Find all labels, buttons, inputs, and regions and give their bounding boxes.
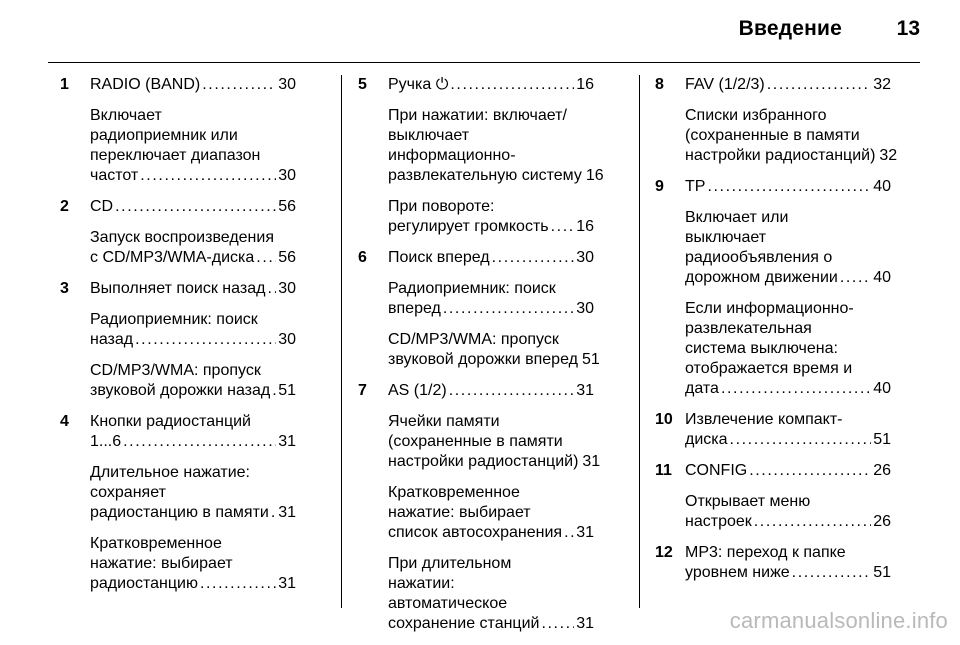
dot-leader xyxy=(123,432,276,452)
index-entry xyxy=(655,461,891,532)
entry-line xyxy=(685,410,891,430)
item-number: 6 xyxy=(358,249,367,266)
entry-line xyxy=(90,483,296,503)
entry-line xyxy=(685,319,891,339)
dot-leader xyxy=(551,217,575,237)
dot-leader xyxy=(707,177,871,197)
entry-line xyxy=(388,106,594,126)
entry-text: CD/MP3/WMA: пропуск xyxy=(388,331,559,348)
entry-line-with-page xyxy=(388,166,604,186)
page-reference: 51 xyxy=(581,351,600,368)
page-reference: 31 xyxy=(576,382,594,399)
entry-text: радиостанцию xyxy=(90,575,198,592)
entry-line-with-page xyxy=(388,75,594,95)
entry-line xyxy=(388,483,594,503)
entry-paragraph xyxy=(90,310,296,350)
entry-line-with-page xyxy=(388,299,594,319)
entry-line xyxy=(90,146,296,166)
entry-text: Кратковременное xyxy=(388,484,520,501)
page-title: Введение xyxy=(738,17,842,40)
entry-text: TP xyxy=(685,178,706,195)
page-reference: 51 xyxy=(873,431,891,448)
entry-line xyxy=(90,412,296,432)
entry-paragraph xyxy=(90,361,296,401)
entry-line xyxy=(388,554,594,574)
index-entry xyxy=(358,381,601,634)
entry-line xyxy=(685,339,891,359)
entry-text: (сохраненные в памяти xyxy=(685,127,860,144)
entry-line-with-page xyxy=(90,381,296,401)
index-entry xyxy=(358,248,600,370)
entry-line-with-page xyxy=(685,268,891,288)
page-reference: 32 xyxy=(873,76,891,93)
entry-line xyxy=(685,126,891,146)
entry-text: с CD/MP3/WMA-диска xyxy=(90,249,255,266)
entry-text: Если информационно- xyxy=(685,300,854,317)
entry-text: нажатии: xyxy=(388,575,455,592)
dot-leader xyxy=(840,268,871,288)
page-reference: 30 xyxy=(576,249,594,266)
dot-leader xyxy=(267,279,276,299)
page-reference: 51 xyxy=(873,564,891,581)
entry-line-with-page xyxy=(90,75,296,95)
entry-text: Извлечение компакт- xyxy=(685,411,843,428)
page-header xyxy=(48,0,920,63)
entry-paragraph xyxy=(388,412,601,472)
entry-text: AS (1/2) xyxy=(388,382,447,399)
entry-text: звуковой дорожки вперед xyxy=(388,351,578,368)
page-reference: 31 xyxy=(278,575,296,592)
index-column-2 xyxy=(358,75,604,645)
item-number: 2 xyxy=(60,198,69,215)
entry-paragraph xyxy=(90,75,296,95)
entry-line-with-page xyxy=(90,197,296,217)
entry-text: дата xyxy=(685,380,719,397)
entry-text: CD/MP3/WMA: пропуск xyxy=(90,362,261,379)
index-entry xyxy=(655,177,891,399)
entry-line xyxy=(388,330,594,350)
entry-text: При длительном xyxy=(388,555,512,572)
entry-line xyxy=(685,208,891,228)
item-number: 4 xyxy=(60,413,69,430)
entry-text: отображается время и xyxy=(685,360,853,377)
entry-paragraph xyxy=(685,75,891,95)
entry-text: CD xyxy=(90,198,114,215)
dot-leader xyxy=(767,75,871,95)
index-column-1 xyxy=(60,75,296,605)
entry-text: Запуск воспроизведения xyxy=(90,229,274,246)
page-reference: 31 xyxy=(582,453,601,470)
page-number: 13 xyxy=(896,17,920,40)
dot-leader xyxy=(140,166,276,186)
entry-text: радиостанцию в памяти xyxy=(90,504,269,521)
entry-paragraph xyxy=(388,279,594,319)
dot-leader xyxy=(792,563,872,583)
entry-text: выключает xyxy=(685,229,767,246)
entry-paragraph xyxy=(685,492,891,532)
entry-line xyxy=(388,279,594,299)
index-entry xyxy=(655,75,898,166)
dot-leader xyxy=(730,430,872,450)
entry-line xyxy=(685,299,891,319)
entry-line-with-page xyxy=(388,523,594,543)
item-number: 7 xyxy=(358,382,367,399)
entry-line-with-page xyxy=(685,146,898,166)
entry-line xyxy=(90,554,296,574)
entry-line-with-page xyxy=(388,452,601,472)
entry-line xyxy=(388,574,594,594)
entry-text: Кнопки радиостанций xyxy=(90,413,251,430)
entry-text: 1...6 xyxy=(90,433,122,450)
dot-leader xyxy=(256,248,276,268)
entry-paragraph xyxy=(90,228,296,268)
entry-paragraph xyxy=(388,483,594,543)
dot-leader xyxy=(200,574,276,594)
item-number: 1 xyxy=(60,76,69,93)
entry-line-with-page xyxy=(685,430,891,450)
entry-paragraph xyxy=(388,75,594,95)
dot-leader xyxy=(202,75,276,95)
page-reference: 40 xyxy=(873,269,891,286)
entry-paragraph xyxy=(90,412,296,452)
page-reference: 31 xyxy=(576,615,594,632)
entry-line-with-page xyxy=(388,248,594,268)
entry-line-with-page xyxy=(685,461,891,481)
entry-text: При повороте: xyxy=(388,198,495,215)
entry-text: сохранение станций xyxy=(388,615,540,632)
entry-text: развлекательная xyxy=(685,320,812,337)
entry-text: Включает или xyxy=(685,209,789,226)
entry-text: развлекательную систему xyxy=(388,167,582,184)
index-entry xyxy=(655,543,891,583)
page-reference: 51 xyxy=(278,382,296,399)
page-reference: 31 xyxy=(278,433,296,450)
page-reference: 30 xyxy=(278,280,296,297)
entry-paragraph xyxy=(685,106,898,166)
entry-line xyxy=(90,106,296,126)
entry-line-with-page xyxy=(685,563,891,583)
item-number: 8 xyxy=(655,76,664,93)
page-reference: 30 xyxy=(576,300,594,317)
dot-leader xyxy=(449,381,575,401)
dot-leader xyxy=(564,523,574,543)
page-reference: 30 xyxy=(278,331,296,348)
entry-line xyxy=(90,361,296,381)
dot-leader xyxy=(721,379,871,399)
item-number: 3 xyxy=(60,280,69,297)
entry-line-with-page xyxy=(90,432,296,452)
page-reference: 30 xyxy=(278,76,296,93)
entry-line xyxy=(90,310,296,330)
page-reference: 56 xyxy=(278,198,296,215)
item-number: 9 xyxy=(655,178,664,195)
entry-text: список автосохранения xyxy=(388,524,563,541)
entry-paragraph xyxy=(90,106,296,186)
item-number: 10 xyxy=(655,411,673,428)
item-number: 12 xyxy=(655,544,673,561)
index-entry xyxy=(60,197,296,268)
entry-line xyxy=(685,359,891,379)
entry-paragraph xyxy=(685,208,891,288)
entry-text: Радиоприемник: поиск xyxy=(388,280,556,297)
entry-paragraph xyxy=(90,463,296,523)
entry-text: радиообъявления о xyxy=(685,249,833,266)
entry-text: настройки радиостанций) xyxy=(388,453,579,470)
page-reference: 26 xyxy=(873,462,891,479)
entry-paragraph xyxy=(685,299,891,399)
entry-text: настройки радиостанций) xyxy=(685,147,876,164)
index-column-3 xyxy=(655,75,898,594)
entry-line xyxy=(685,492,891,512)
entry-paragraph xyxy=(685,177,891,197)
entry-line-with-page xyxy=(90,279,296,299)
entry-text: Ручка ⏻ xyxy=(388,76,449,93)
entry-text: Списки избранного xyxy=(685,107,827,124)
entry-text: назад xyxy=(90,331,134,348)
entry-line-with-page xyxy=(90,248,296,268)
entry-text: диска xyxy=(685,431,728,448)
entry-line-with-page xyxy=(388,614,594,634)
entry-text: RADIO (BAND) xyxy=(90,76,201,93)
page-reference: 31 xyxy=(576,524,594,541)
page-reference: 26 xyxy=(873,513,891,530)
dot-leader xyxy=(749,461,871,481)
entry-text: переключает диапазон xyxy=(90,147,261,164)
entry-text: вперед xyxy=(388,300,441,317)
entry-paragraph xyxy=(388,330,600,370)
entry-line xyxy=(388,594,594,614)
entry-paragraph xyxy=(388,554,594,634)
entry-text: выключает xyxy=(388,127,470,144)
item-number: 11 xyxy=(655,462,672,479)
entry-line xyxy=(388,432,594,452)
entry-line-with-page xyxy=(90,330,296,350)
entry-line xyxy=(90,228,296,248)
dot-leader xyxy=(135,330,276,350)
entry-line xyxy=(388,126,594,146)
entry-paragraph xyxy=(388,381,594,401)
dot-leader xyxy=(272,381,276,401)
page-reference: 56 xyxy=(278,249,296,266)
item-number: 5 xyxy=(358,76,367,93)
entry-line xyxy=(388,412,594,432)
entry-line-with-page xyxy=(685,512,891,532)
entry-line xyxy=(685,543,891,563)
entry-text: радиоприемник или xyxy=(90,127,238,144)
entry-line xyxy=(388,197,594,217)
page-reference: 31 xyxy=(278,504,296,521)
index-entry xyxy=(60,412,296,594)
entry-text: При нажатии: включает/ xyxy=(388,107,567,124)
dot-leader xyxy=(271,503,276,523)
dot-leader xyxy=(115,197,276,217)
page-reference: 30 xyxy=(278,167,296,184)
entry-text: Радиоприемник: поиск xyxy=(90,311,258,328)
entry-text: Поиск вперед xyxy=(388,249,490,266)
entry-text: Ячейки памяти xyxy=(388,413,500,430)
entry-line-with-page xyxy=(90,503,296,523)
page-reference: 16 xyxy=(585,167,604,184)
entry-paragraph xyxy=(388,248,594,268)
page-reference: 16 xyxy=(576,76,594,93)
dot-leader xyxy=(450,75,574,95)
entry-paragraph xyxy=(685,410,891,450)
entry-paragraph xyxy=(90,197,296,217)
entry-text: система выключена: xyxy=(685,340,838,357)
index-entry xyxy=(358,75,604,237)
entry-line xyxy=(388,503,594,523)
entry-text: дорожном движении xyxy=(685,269,838,286)
entry-text: сохраняет xyxy=(90,484,166,501)
page-reference: 16 xyxy=(576,218,594,235)
dot-leader xyxy=(541,614,574,634)
index-entry xyxy=(60,75,296,186)
dot-leader xyxy=(492,248,575,268)
entry-text: (сохраненные в памяти xyxy=(388,433,563,450)
entry-text: регулирует громкость xyxy=(388,218,549,235)
entry-line-with-page xyxy=(90,574,296,594)
entry-text: звуковой дорожки назад xyxy=(90,382,271,399)
entry-paragraph xyxy=(685,461,891,481)
page-reference: 40 xyxy=(873,178,891,195)
entry-text: автоматическое xyxy=(388,595,508,612)
entry-text: Открывает меню xyxy=(685,493,811,510)
entry-text: информационно- xyxy=(388,147,516,164)
entry-text: Выполняет поиск назад xyxy=(90,280,266,297)
dot-leader xyxy=(443,299,574,319)
entry-text: MP3: переход к папке xyxy=(685,544,846,561)
entry-line xyxy=(90,126,296,146)
entry-text: настроек xyxy=(685,513,752,530)
entry-paragraph xyxy=(388,106,604,186)
entry-text: CONFIG xyxy=(685,462,748,479)
entry-line xyxy=(90,463,296,483)
page-reference: 32 xyxy=(879,147,898,164)
column-divider xyxy=(639,75,640,608)
entry-line-with-page xyxy=(388,217,594,237)
entry-line-with-page xyxy=(388,350,600,370)
entry-line xyxy=(685,228,891,248)
dot-leader xyxy=(754,512,871,532)
entry-paragraph xyxy=(388,197,594,237)
entry-line-with-page xyxy=(685,177,891,197)
watermark: carmanualsonline.info xyxy=(729,608,948,633)
entry-line xyxy=(388,146,594,166)
entry-text: Включает xyxy=(90,107,162,124)
entry-text: нажатие: выбирает xyxy=(90,555,233,572)
page-reference: 40 xyxy=(873,380,891,397)
entry-text: Длительное нажатие: xyxy=(90,464,250,481)
entry-line-with-page xyxy=(685,75,891,95)
entry-line xyxy=(90,534,296,554)
column-divider xyxy=(341,75,342,608)
entry-paragraph xyxy=(90,279,296,299)
entry-line xyxy=(685,106,891,126)
entry-line xyxy=(685,248,891,268)
index-entry xyxy=(655,410,891,450)
entry-line-with-page xyxy=(388,381,594,401)
entry-text: FAV (1/2/3) xyxy=(685,76,765,93)
entry-text: уровнем ниже xyxy=(685,564,790,581)
entry-text: нажатие: выбирает xyxy=(388,504,531,521)
entry-paragraph xyxy=(90,534,296,594)
entry-paragraph xyxy=(685,543,891,583)
entry-line-with-page xyxy=(685,379,891,399)
entry-line-with-page xyxy=(90,166,296,186)
entry-text: Кратковременное xyxy=(90,535,222,552)
index-entry xyxy=(60,279,296,401)
entry-text: частот xyxy=(90,167,139,184)
